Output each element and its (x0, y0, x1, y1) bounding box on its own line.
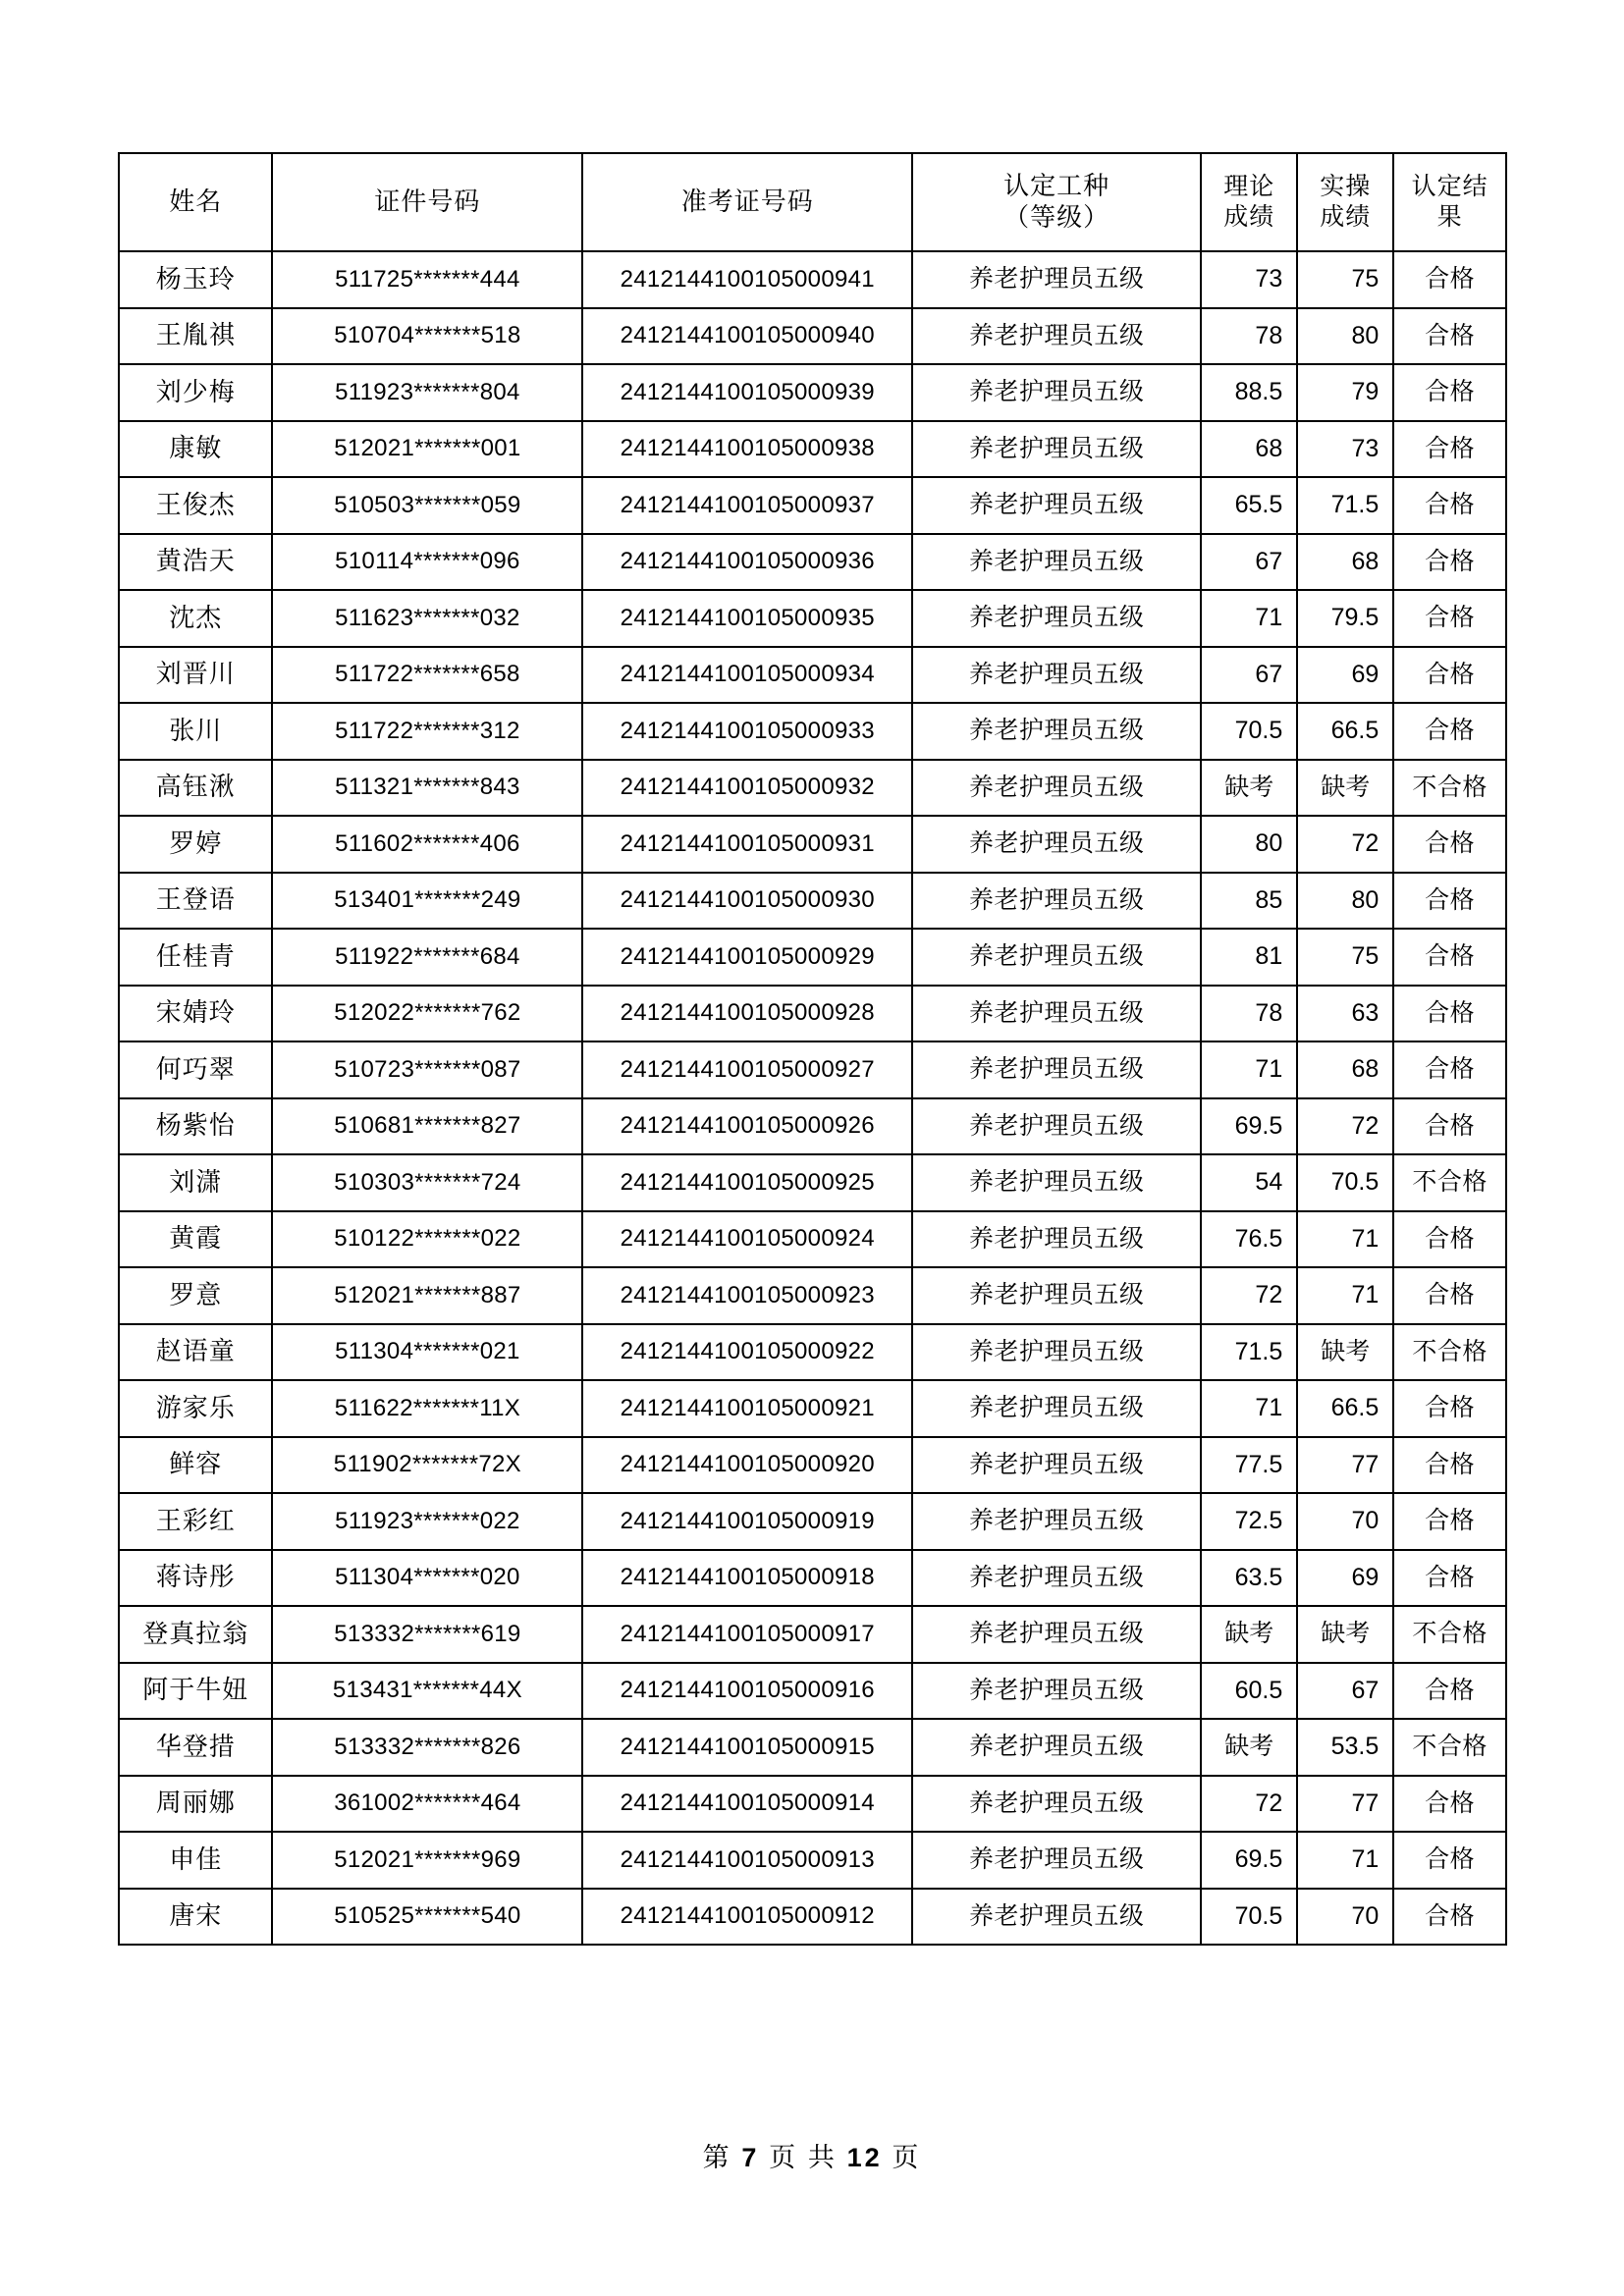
cell-candidate-name: 阿于牛妞 (119, 1663, 272, 1720)
cell-id-number: 510303*******724 (272, 1154, 582, 1211)
cell-exam-number: 2412144100105000939 (582, 364, 912, 421)
cell-theory-score: 85 (1201, 873, 1297, 930)
table-row (119, 703, 1506, 760)
cell-occupation: 养老护理员五级 (912, 421, 1201, 478)
cell-id-number: 510681*******827 (272, 1098, 582, 1155)
column-header-occupation (912, 153, 1201, 251)
cell-id-number: 361002*******464 (272, 1776, 582, 1833)
cell-exam-number: 2412144100105000915 (582, 1719, 912, 1776)
table-row (119, 1211, 1506, 1268)
column-header-practical-line1: 实操 (1320, 173, 1372, 200)
cell-occupation: 养老护理员五级 (912, 1041, 1201, 1098)
cell-theory-score: 76.5 (1201, 1211, 1297, 1268)
cell-id-number: 510723*******087 (272, 1041, 582, 1098)
cell-practical-score: 68 (1297, 534, 1393, 591)
cell-candidate-name: 刘晋川 (119, 647, 272, 704)
cell-occupation: 养老护理员五级 (912, 1550, 1201, 1607)
cell-theory-score: 缺考 (1201, 1719, 1297, 1776)
cell-candidate-name: 鲜容 (119, 1437, 272, 1494)
cell-certification-result: 合格 (1393, 1041, 1506, 1098)
cell-exam-number: 2412144100105000913 (582, 1832, 912, 1889)
cell-practical-score: 80 (1297, 308, 1393, 365)
cell-practical-score: 73 (1297, 421, 1393, 478)
cell-exam-number: 2412144100105000937 (582, 477, 912, 534)
cell-occupation: 养老护理员五级 (912, 251, 1201, 308)
cell-theory-score: 71.5 (1201, 1324, 1297, 1381)
cell-id-number: 512022*******762 (272, 986, 582, 1042)
cell-certification-result: 合格 (1393, 1098, 1506, 1155)
cell-certification-result: 合格 (1393, 477, 1506, 534)
cell-exam-number: 2412144100105000940 (582, 308, 912, 365)
cell-id-number: 513332*******826 (272, 1719, 582, 1776)
cell-practical-score: 71.5 (1297, 477, 1393, 534)
cell-certification-result: 合格 (1393, 1493, 1506, 1550)
cell-certification-result: 不合格 (1393, 1324, 1506, 1381)
cell-certification-result: 合格 (1393, 816, 1506, 873)
footer-total-pages: 12 (846, 2143, 883, 2172)
cell-candidate-name: 宋婧玲 (119, 986, 272, 1042)
column-header-practical-score (1297, 153, 1393, 251)
cell-exam-number: 2412144100105000926 (582, 1098, 912, 1155)
cell-exam-number: 2412144100105000936 (582, 534, 912, 591)
cell-candidate-name: 华登措 (119, 1719, 272, 1776)
cell-practical-score: 79.5 (1297, 590, 1393, 647)
column-header-result-line1: 认定结 (1411, 173, 1489, 200)
cell-theory-score: 78 (1201, 308, 1297, 365)
cell-occupation: 养老护理员五级 (912, 1663, 1201, 1720)
cell-id-number: 511623*******032 (272, 590, 582, 647)
cell-certification-result: 合格 (1393, 1380, 1506, 1437)
cell-candidate-name: 罗婷 (119, 816, 272, 873)
cell-exam-number: 2412144100105000931 (582, 816, 912, 873)
table-row (119, 364, 1506, 421)
cell-exam-number: 2412144100105000914 (582, 1776, 912, 1833)
cell-certification-result: 合格 (1393, 986, 1506, 1042)
table-row (119, 1324, 1506, 1381)
cell-practical-score: 70 (1297, 1493, 1393, 1550)
table-row (119, 1154, 1506, 1211)
cell-certification-result: 合格 (1393, 421, 1506, 478)
cell-id-number: 510114*******096 (272, 534, 582, 591)
table-row (119, 1832, 1506, 1889)
cell-practical-score: 68 (1297, 1041, 1393, 1098)
cell-practical-score: 71 (1297, 1211, 1393, 1268)
cell-candidate-name: 登真拉翁 (119, 1606, 272, 1663)
cell-practical-score: 80 (1297, 873, 1393, 930)
cell-candidate-name: 王登语 (119, 873, 272, 930)
column-header-theory-score (1201, 153, 1297, 251)
table-row (119, 816, 1506, 873)
cell-theory-score: 73 (1201, 251, 1297, 308)
cell-candidate-name: 赵语童 (119, 1324, 272, 1381)
cell-certification-result: 不合格 (1393, 1606, 1506, 1663)
cell-occupation: 养老护理员五级 (912, 1832, 1201, 1889)
cell-theory-score: 67 (1201, 534, 1297, 591)
table-row (119, 986, 1506, 1042)
cell-occupation: 养老护理员五级 (912, 816, 1201, 873)
cell-id-number: 511902*******72X (272, 1437, 582, 1494)
cell-certification-result: 不合格 (1393, 760, 1506, 817)
cell-id-number: 513332*******619 (272, 1606, 582, 1663)
cell-exam-number: 2412144100105000921 (582, 1380, 912, 1437)
cell-theory-score: 78 (1201, 986, 1297, 1042)
cell-candidate-name: 王胤祺 (119, 308, 272, 365)
column-header-theory-line1: 理论 (1223, 173, 1275, 200)
cell-certification-result: 合格 (1393, 929, 1506, 986)
cell-id-number: 511725*******444 (272, 251, 582, 308)
cell-exam-number: 2412144100105000929 (582, 929, 912, 986)
cell-id-number: 510704*******518 (272, 308, 582, 365)
cell-id-number: 512021*******887 (272, 1267, 582, 1324)
cell-practical-score: 69 (1297, 647, 1393, 704)
footer-total-prefix: 共 (807, 2143, 838, 2172)
cell-candidate-name: 高钰湫 (119, 760, 272, 817)
cell-candidate-name: 康敏 (119, 421, 272, 478)
cell-candidate-name: 杨玉玲 (119, 251, 272, 308)
cell-certification-result: 合格 (1393, 703, 1506, 760)
cell-certification-result: 合格 (1393, 1832, 1506, 1889)
cell-candidate-name: 唐宋 (119, 1889, 272, 1946)
table-row (119, 1606, 1506, 1663)
cell-practical-score: 70 (1297, 1889, 1393, 1946)
column-header-exam-number: 准考证号码 (582, 153, 912, 251)
footer-total-unit: 页 (892, 2143, 922, 2172)
cell-practical-score: 53.5 (1297, 1719, 1393, 1776)
cell-candidate-name: 周丽娜 (119, 1776, 272, 1833)
cell-exam-number: 2412144100105000927 (582, 1041, 912, 1098)
cell-occupation: 养老护理员五级 (912, 364, 1201, 421)
cell-exam-number: 2412144100105000917 (582, 1606, 912, 1663)
column-header-result-line2: 果 (1436, 204, 1463, 231)
column-header-id-number: 证件号码 (272, 153, 582, 251)
cell-theory-score: 71 (1201, 590, 1297, 647)
cell-practical-score: 缺考 (1297, 1324, 1393, 1381)
cell-exam-number: 2412144100105000930 (582, 873, 912, 930)
table-row (119, 929, 1506, 986)
cell-practical-score: 75 (1297, 251, 1393, 308)
cell-theory-score: 54 (1201, 1154, 1297, 1211)
cell-candidate-name: 何巧翠 (119, 1041, 272, 1098)
cell-exam-number: 2412144100105000916 (582, 1663, 912, 1720)
footer-page-number: 7 (741, 2143, 760, 2172)
cell-exam-number: 2412144100105000932 (582, 760, 912, 817)
cell-candidate-name: 张川 (119, 703, 272, 760)
cell-certification-result: 合格 (1393, 1437, 1506, 1494)
cell-id-number: 511304*******020 (272, 1550, 582, 1607)
table-row (119, 1267, 1506, 1324)
cell-exam-number: 2412144100105000938 (582, 421, 912, 478)
certification-results-table (118, 152, 1507, 1946)
table-row (119, 1776, 1506, 1833)
cell-practical-score: 67 (1297, 1663, 1393, 1720)
cell-certification-result: 合格 (1393, 647, 1506, 704)
cell-practical-score: 63 (1297, 986, 1393, 1042)
cell-practical-score: 缺考 (1297, 1606, 1393, 1663)
cell-practical-score: 69 (1297, 1550, 1393, 1607)
table-row (119, 1719, 1506, 1776)
cell-certification-result: 不合格 (1393, 1154, 1506, 1211)
footer-page-unit: 页 (769, 2143, 799, 2172)
table-row (119, 1663, 1506, 1720)
cell-id-number: 512021*******969 (272, 1832, 582, 1889)
certification-results-table-wrapper (118, 152, 1507, 1946)
cell-id-number: 512021*******001 (272, 421, 582, 478)
cell-theory-score: 71 (1201, 1041, 1297, 1098)
cell-candidate-name: 黄霞 (119, 1211, 272, 1268)
cell-exam-number: 2412144100105000923 (582, 1267, 912, 1324)
cell-occupation: 养老护理员五级 (912, 703, 1201, 760)
cell-certification-result: 合格 (1393, 1211, 1506, 1268)
cell-id-number: 511923*******022 (272, 1493, 582, 1550)
cell-certification-result: 合格 (1393, 364, 1506, 421)
table-row (119, 1098, 1506, 1155)
cell-candidate-name: 申佳 (119, 1832, 272, 1889)
cell-id-number: 511304*******021 (272, 1324, 582, 1381)
cell-certification-result: 合格 (1393, 251, 1506, 308)
table-row (119, 1380, 1506, 1437)
cell-exam-number: 2412144100105000919 (582, 1493, 912, 1550)
cell-occupation: 养老护理员五级 (912, 590, 1201, 647)
cell-occupation: 养老护理员五级 (912, 308, 1201, 365)
cell-occupation: 养老护理员五级 (912, 1606, 1201, 1663)
cell-occupation: 养老护理员五级 (912, 1719, 1201, 1776)
cell-exam-number: 2412144100105000922 (582, 1324, 912, 1381)
cell-occupation: 养老护理员五级 (912, 1889, 1201, 1946)
cell-certification-result: 合格 (1393, 1663, 1506, 1720)
cell-occupation: 养老护理员五级 (912, 1211, 1201, 1268)
column-header-theory-line2: 成绩 (1223, 204, 1275, 231)
footer-page-prefix: 第 (702, 2143, 732, 2172)
table-row (119, 873, 1506, 930)
cell-theory-score: 77.5 (1201, 1437, 1297, 1494)
table-row (119, 534, 1506, 591)
cell-theory-score: 81 (1201, 929, 1297, 986)
cell-theory-score: 88.5 (1201, 364, 1297, 421)
cell-exam-number: 2412144100105000933 (582, 703, 912, 760)
table-header-row (119, 153, 1506, 251)
cell-occupation: 养老护理员五级 (912, 986, 1201, 1042)
cell-practical-score: 79 (1297, 364, 1393, 421)
cell-occupation: 养老护理员五级 (912, 1098, 1201, 1155)
cell-theory-score: 72.5 (1201, 1493, 1297, 1550)
cell-occupation: 养老护理员五级 (912, 760, 1201, 817)
cell-candidate-name: 罗意 (119, 1267, 272, 1324)
cell-id-number: 513431*******44X (272, 1663, 582, 1720)
cell-practical-score: 77 (1297, 1437, 1393, 1494)
cell-id-number: 510503*******059 (272, 477, 582, 534)
cell-occupation: 养老护理员五级 (912, 1267, 1201, 1324)
cell-practical-score: 75 (1297, 929, 1393, 986)
cell-theory-score: 69.5 (1201, 1832, 1297, 1889)
table-row (119, 647, 1506, 704)
cell-practical-score: 66.5 (1297, 1380, 1393, 1437)
cell-theory-score: 缺考 (1201, 760, 1297, 817)
cell-theory-score: 70.5 (1201, 1889, 1297, 1946)
cell-practical-score: 66.5 (1297, 703, 1393, 760)
column-header-occupation-line1: 认定工种 (1003, 171, 1110, 200)
cell-candidate-name: 王俊杰 (119, 477, 272, 534)
cell-certification-result: 合格 (1393, 1889, 1506, 1946)
cell-id-number: 511923*******804 (272, 364, 582, 421)
cell-occupation: 养老护理员五级 (912, 477, 1201, 534)
cell-candidate-name: 王彩红 (119, 1493, 272, 1550)
table-row (119, 760, 1506, 817)
cell-practical-score: 71 (1297, 1267, 1393, 1324)
table-row (119, 477, 1506, 534)
cell-candidate-name: 黄浩天 (119, 534, 272, 591)
table-header (119, 153, 1506, 251)
cell-certification-result: 合格 (1393, 873, 1506, 930)
cell-exam-number: 2412144100105000928 (582, 986, 912, 1042)
cell-id-number: 511722*******312 (272, 703, 582, 760)
table-row (119, 308, 1506, 365)
cell-occupation: 养老护理员五级 (912, 1776, 1201, 1833)
cell-id-number: 511622*******11X (272, 1380, 582, 1437)
cell-candidate-name: 蒋诗彤 (119, 1550, 272, 1607)
table-row (119, 1493, 1506, 1550)
cell-practical-score: 缺考 (1297, 760, 1393, 817)
cell-exam-number: 2412144100105000920 (582, 1437, 912, 1494)
table-row (119, 421, 1506, 478)
table-row (119, 1437, 1506, 1494)
cell-candidate-name: 沈杰 (119, 590, 272, 647)
table-row (119, 590, 1506, 647)
cell-theory-score: 69.5 (1201, 1098, 1297, 1155)
column-header-result (1393, 153, 1506, 251)
cell-id-number: 510525*******540 (272, 1889, 582, 1946)
cell-occupation: 养老护理员五级 (912, 647, 1201, 704)
table-row (119, 251, 1506, 308)
cell-certification-result: 合格 (1393, 1267, 1506, 1324)
cell-theory-score: 68 (1201, 421, 1297, 478)
cell-occupation: 养老护理员五级 (912, 929, 1201, 986)
cell-exam-number: 2412144100105000912 (582, 1889, 912, 1946)
cell-occupation: 养老护理员五级 (912, 1154, 1201, 1211)
cell-id-number: 511321*******843 (272, 760, 582, 817)
cell-occupation: 养老护理员五级 (912, 1324, 1201, 1381)
cell-candidate-name: 游家乐 (119, 1380, 272, 1437)
cell-candidate-name: 刘潇 (119, 1154, 272, 1211)
cell-theory-score: 60.5 (1201, 1663, 1297, 1720)
cell-exam-number: 2412144100105000934 (582, 647, 912, 704)
cell-theory-score: 72 (1201, 1776, 1297, 1833)
cell-occupation: 养老护理员五级 (912, 1380, 1201, 1437)
cell-id-number: 511922*******684 (272, 929, 582, 986)
cell-id-number: 513401*******249 (272, 873, 582, 930)
cell-occupation: 养老护理员五级 (912, 1493, 1201, 1550)
cell-theory-score: 71 (1201, 1380, 1297, 1437)
cell-occupation: 养老护理员五级 (912, 534, 1201, 591)
cell-theory-score: 67 (1201, 647, 1297, 704)
cell-exam-number: 2412144100105000924 (582, 1211, 912, 1268)
table-row (119, 1041, 1506, 1098)
cell-certification-result: 合格 (1393, 1550, 1506, 1607)
cell-exam-number: 2412144100105000935 (582, 590, 912, 647)
cell-certification-result: 合格 (1393, 534, 1506, 591)
cell-practical-score: 72 (1297, 1098, 1393, 1155)
cell-certification-result: 合格 (1393, 308, 1506, 365)
cell-practical-score: 72 (1297, 816, 1393, 873)
cell-practical-score: 70.5 (1297, 1154, 1393, 1211)
column-header-practical-line2: 成绩 (1320, 204, 1372, 231)
cell-certification-result: 合格 (1393, 1776, 1506, 1833)
cell-occupation: 养老护理员五级 (912, 1437, 1201, 1494)
cell-id-number: 511722*******658 (272, 647, 582, 704)
cell-candidate-name: 刘少梅 (119, 364, 272, 421)
cell-candidate-name: 任桂青 (119, 929, 272, 986)
cell-theory-score: 缺考 (1201, 1606, 1297, 1663)
cell-theory-score: 80 (1201, 816, 1297, 873)
cell-theory-score: 72 (1201, 1267, 1297, 1324)
table-body (119, 251, 1506, 1945)
cell-exam-number: 2412144100105000925 (582, 1154, 912, 1211)
column-header-occupation-line2: （等级） (1003, 203, 1110, 232)
cell-practical-score: 71 (1297, 1832, 1393, 1889)
cell-exam-number: 2412144100105000941 (582, 251, 912, 308)
cell-practical-score: 77 (1297, 1776, 1393, 1833)
cell-candidate-name: 杨紫怡 (119, 1098, 272, 1155)
cell-exam-number: 2412144100105000918 (582, 1550, 912, 1607)
cell-theory-score: 70.5 (1201, 703, 1297, 760)
cell-occupation: 养老护理员五级 (912, 873, 1201, 930)
cell-theory-score: 63.5 (1201, 1550, 1297, 1607)
page-footer (0, 2136, 1624, 2174)
table-row (119, 1550, 1506, 1607)
table-row (119, 1889, 1506, 1946)
cell-theory-score: 65.5 (1201, 477, 1297, 534)
cell-certification-result: 合格 (1393, 590, 1506, 647)
cell-id-number: 511602*******406 (272, 816, 582, 873)
cell-id-number: 510122*******022 (272, 1211, 582, 1268)
cell-certification-result: 不合格 (1393, 1719, 1506, 1776)
column-header-name: 姓名 (119, 153, 272, 251)
